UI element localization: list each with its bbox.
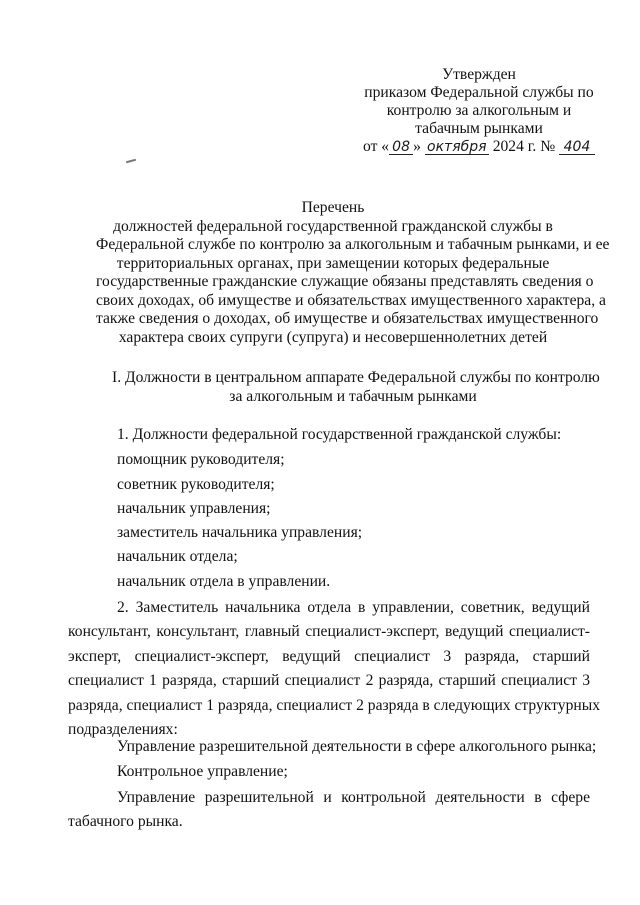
title-heading: Перечень <box>301 199 365 216</box>
subsection-1-heading: 1. Должности федеральной государственной гражданской службы: <box>117 426 562 443</box>
unit-line: Управление разрешительной и контрольной деятельности в сфере <box>117 789 590 806</box>
paragraph-line: подразделениях: <box>68 721 178 739</box>
title-line: территориальных органах, при замещении которых федеральные <box>116 254 550 272</box>
section-1-heading <box>112 369 600 406</box>
date-year-number-label: 2024 г. № <box>492 138 556 155</box>
title-line: должностей федеральной государственной гражданской службы в <box>113 217 553 235</box>
approval-line-4: табачным рынками <box>415 120 543 137</box>
title-line: также сведения о доходах, об имуществе и обязательствах имущественного <box>96 310 599 327</box>
approval-line-3: контролю за алкогольным и <box>386 102 572 119</box>
position-item: помощник руководителя; <box>117 451 285 468</box>
document-title <box>96 199 610 347</box>
section-heading-line: I. Должности в центральном аппарате Федеральной службы по контролю <box>112 369 600 386</box>
date-month <box>425 140 489 155</box>
order-number <box>559 140 595 155</box>
stray-mark <box>126 159 136 164</box>
subsection-2-paragraph <box>68 596 600 742</box>
paragraph-line: эксперт, специалист-эксперт, ведущий специалист 3 разряда, старший <box>68 647 590 665</box>
position-item: советник руководителя; <box>117 476 275 493</box>
paragraph-line: консультант, консультант, главный специалист-эксперт, ведущий специалист- <box>68 623 590 641</box>
approval-date-line <box>352 138 606 156</box>
position-item: начальник отдела в управлении. <box>117 573 331 590</box>
date-month-handwritten: октября <box>427 139 487 155</box>
position-item: заместитель начальника управления; <box>117 524 363 541</box>
paragraph-line: 2. Заместитель начальника отдела в управлении, советник, ведущий <box>117 599 590 616</box>
title-line: своих доходах, об имуществе и обязательствах имущественного характера, а <box>96 291 606 309</box>
title-line: характера своих супруги (супруга) и несовершеннолетних детей <box>118 328 548 346</box>
date-day <box>389 140 413 155</box>
approval-stamp <box>352 66 606 156</box>
date-mid: » <box>413 138 421 155</box>
position-item: начальник отдела; <box>117 548 238 565</box>
paragraph-line: разряда, специалист 1 разряда, специалист 2 разряда в следующих структурных <box>68 696 600 714</box>
approval-line-1: Утвержден <box>442 66 516 83</box>
structural-unit-item <box>68 786 590 835</box>
date-day-handwritten: 08 <box>392 139 410 155</box>
structural-unit-item: Управление разрешительной деятельности в сфере алкогольного рынка; <box>117 738 597 755</box>
approval-line-2: приказом Федеральной службы по <box>364 84 594 101</box>
paragraph-line: специалист 1 разряда, старший специалист 2 разряда, старший специалист 3 <box>68 672 590 690</box>
position-item: начальник управления; <box>117 500 271 517</box>
date-prefix: от « <box>362 138 390 155</box>
title-line: Федеральной службе по контролю за алкогольным и табачным рынками, и ее <box>96 236 610 253</box>
title-line: государственные гражданские служащие обязаны представлять сведения о <box>96 273 594 290</box>
unit-line: табачного рынка. <box>68 813 183 831</box>
order-number-handwritten: 404 <box>563 139 591 155</box>
section-heading-line: за алкогольным и табачным рынками <box>229 387 477 405</box>
structural-unit-item: Контрольное управление; <box>117 763 288 780</box>
